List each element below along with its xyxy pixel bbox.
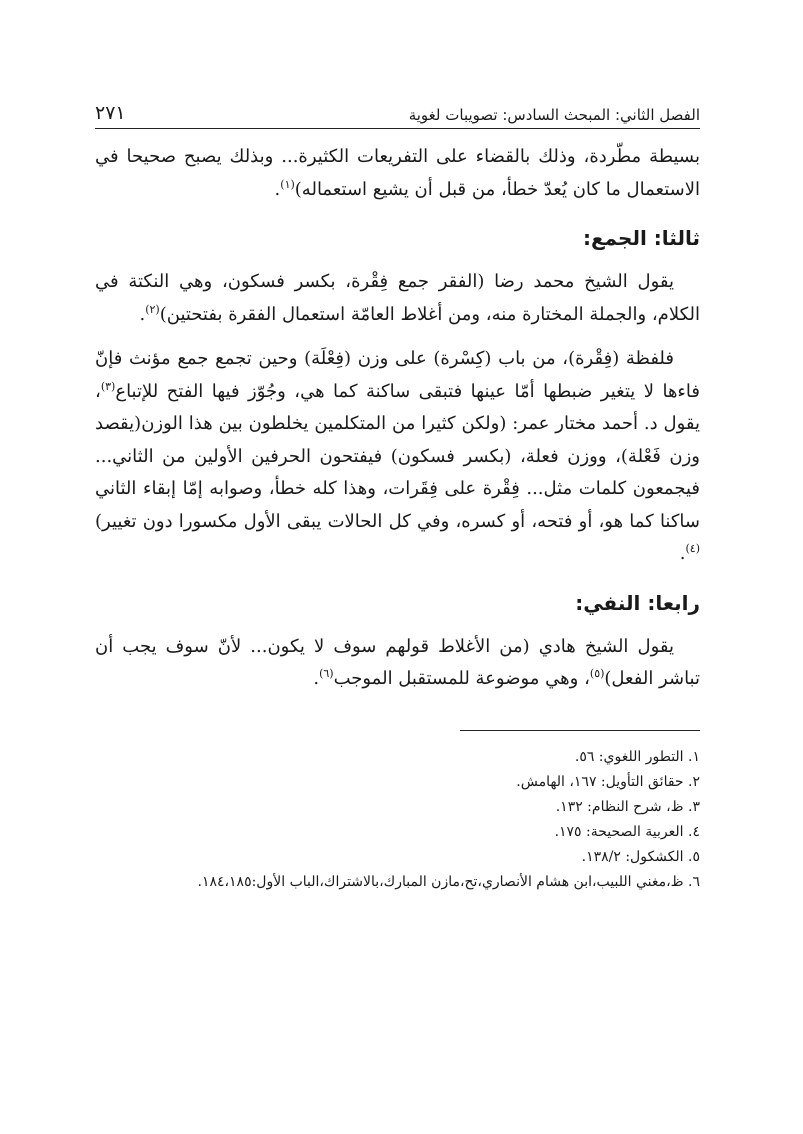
footnotes-list (95, 745, 700, 895)
intro-paragraph-text: بسيطة مطّردة، وذلك بالقضاء على التفريعات الكثيرة... وبذلك يصبح صحيحا في الاستعمال ما كان يُعدّ خطأ، من قبل أن يشيع استعماله) (95, 146, 700, 200)
footnote-item: ٥. الكشكول: ١٣٨/٢. (581, 848, 700, 865)
plural-paragraph-2-text-a: فلفظة (فِقْرة)، من باب (كِسْرة) على وزن (فِعْلَة) وحين تجمع جمع مؤنث فإنّ فاءها لا يتغير ضبطها أمّا عينها فتبقى ساكنة كما هي، وجُوّز فيها الفتح للإتباع (95, 348, 700, 402)
plural-paragraph-1-text: يقول الشيخ محمد رضا (الفقر جمع فِقْرة، بكسر فسكون، وهي النكتة في الكلام، والجملة المختارة منه، ومن أغلاط العامّة استعمال الفقرة بفتحتين) (95, 271, 700, 325)
footnote-ref-5: (٥) (589, 667, 605, 680)
section-heading-negation: رابعا: النفي: (575, 590, 700, 615)
intro-paragraph (95, 141, 700, 206)
running-header (95, 88, 700, 129)
footnote-ref-2: (٢) (145, 302, 160, 316)
book-page (95, 88, 700, 895)
footnote-item: ٢. حقائق التأويل: ١٦٧، الهامش. (516, 773, 700, 790)
plural-paragraph-1 (95, 266, 700, 331)
footnote-ref-3: (٣) (100, 379, 116, 393)
negation-paragraph-text-a: يقول الشيخ هادي (من الأغلاط قولهم سوف لا يكون... لأنّ سوف يجب أن تباشر الفعل) (95, 635, 700, 689)
footnote-item: ٦. ظ،مغني اللبيب،ابن هشام الأنصاري،تح،مازن المبارك،بالاشتراك،الباب الأول:١٨٤،١٨٥. (197, 873, 700, 890)
footnote-ref-4: (٤) (685, 542, 700, 555)
negation-paragraph-text-b: ، وهي موضوعة للمستقبل الموجب (333, 668, 590, 689)
body-text (95, 141, 700, 696)
negation-paragraph (95, 631, 700, 696)
plural-paragraph-2-tail: . (679, 543, 686, 564)
page-number: ٢٧١ (95, 102, 126, 124)
plural-paragraph-2 (95, 343, 700, 571)
negation-paragraph-tail: . (313, 668, 320, 689)
intro-paragraph-tail: . (274, 178, 281, 200)
running-title: الفصل الثاني: المبحث السادس: تصويبات لغوية (408, 106, 700, 124)
footnote-ref-6: (٦) (319, 667, 334, 680)
footnote-item: ١. التطور اللغوي: ٥٦. (574, 748, 700, 765)
section-heading-plural: ثالثا: الجمع: (582, 226, 700, 250)
plural-paragraph-2-text-b: ، يقول د. أحمد مختار عمر: (ولكن كثيرا من المتكلمين يخلطون بين هذا الوزن(يقصد وزن فَعْلة)، ووزن فعلة، (بكسر فسكون) فيفتحون الحرفين الأولين من الثاني... فيجمعون كلمات مثل... فِقْرة على فِقَرات، وهذا كله خطأ، وصوابه إمّا إبقاء الثاني ساكنا كما هو، أو فتحه، أو كسره، وفي كل الحالات يبقى الأول مكسورا دون تغيير) (95, 380, 700, 532)
footnote-item: ٣. ظ، شرح النظام: ١٣٢. (555, 798, 700, 815)
plural-paragraph-1-tail: . (139, 303, 146, 325)
footnote-separator (460, 730, 700, 731)
footnote-ref-1: (١) (280, 177, 295, 191)
footnote-item: ٤. العربية الصحيحة: ١٧٥. (554, 823, 700, 840)
